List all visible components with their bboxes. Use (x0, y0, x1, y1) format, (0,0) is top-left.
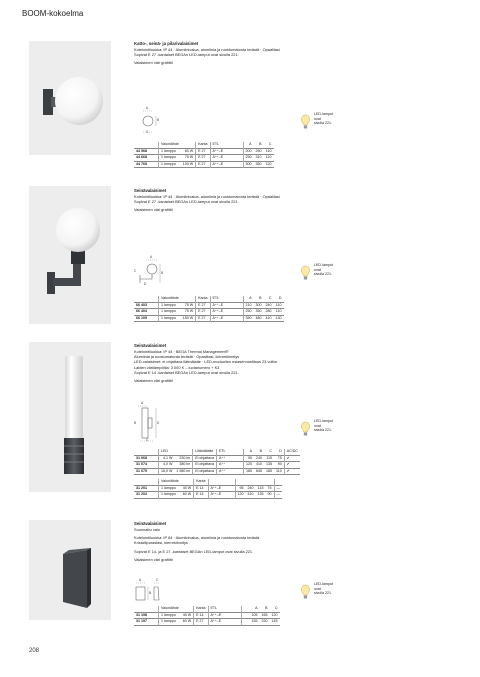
cell: 16,0 W (159, 468, 175, 475)
arm-globe-lamp-image (29, 186, 111, 324)
product-code: 31 074 (136, 462, 147, 467)
cell: 110 (275, 309, 282, 314)
product-photo-directional (29, 520, 111, 620)
led-note-line: ovat (314, 267, 321, 272)
led-lamp-note (301, 262, 361, 284)
cell: 40 W (182, 612, 192, 617)
cell: 1 lamppu (159, 612, 181, 619)
dim-label-a: A (150, 255, 153, 259)
col-header: A (243, 142, 254, 148)
product-code: 31 068 (136, 455, 147, 460)
cell: 115 (266, 455, 272, 460)
dim-label-a: A (141, 401, 144, 405)
description-line: Sopivat E 27 -kantaiset BEGAn LED-lamput ovat sivulla 221. (134, 199, 239, 205)
dimension-drawing (134, 105, 174, 135)
cell: 90 (277, 462, 282, 467)
section-2-text (134, 188, 454, 213)
cell: 120 (235, 492, 246, 499)
dim-label-c: C (146, 130, 149, 134)
led-note-line: ovat (314, 116, 321, 121)
col-header: Kanta (196, 142, 210, 148)
dim-label-d: D (144, 282, 147, 286)
product-code: 66 404 (136, 309, 147, 314)
cell: E 14 (194, 612, 208, 619)
cell: E 14 (194, 485, 208, 492)
cell: 135 (265, 462, 272, 467)
section-title: Seinävalaisimet (134, 521, 167, 526)
col-header: D (279, 449, 282, 453)
cell: E 27 (196, 161, 210, 168)
cell: 145 (271, 619, 278, 624)
cell: 115 (257, 485, 264, 490)
cell: 40 W (182, 485, 192, 490)
section-title: Seinävalaisimet (134, 188, 167, 193)
cell: 110 (265, 155, 272, 160)
cell: 100 W (182, 161, 194, 166)
description-line: Kotelointiluokka: IP 44 · Alumiinivalua, alumiinia ja ruostumatonta terästä · Opaalilasi (134, 47, 280, 52)
table-row (134, 485, 282, 492)
col-header: Valonlähde (159, 296, 181, 302)
dim-label-b: B (157, 118, 160, 122)
led-note-line: sivulla 221. (314, 272, 332, 277)
cell: 120 (243, 462, 254, 469)
table-row (134, 315, 284, 322)
cell: A⁺⁺–E (208, 612, 241, 619)
table-row (134, 468, 300, 475)
cell: 250 (243, 155, 254, 162)
cell: A⁺⁺–E (208, 619, 241, 626)
spec-table-4 (134, 606, 280, 626)
led-note-line: LED-lamput (314, 112, 333, 116)
cell: 1 lamppu (159, 155, 181, 162)
dim-label-d: D (157, 421, 160, 425)
cell: 410 (255, 462, 262, 467)
cell: 645 (255, 468, 262, 473)
description-line: Laiden värilämpötila: 3 000 K – luotanumero + K3 (134, 364, 220, 370)
cell: 220 (261, 619, 268, 624)
cell: 1 lamppu (159, 492, 181, 499)
cell: 185 (265, 468, 272, 473)
table-row (134, 155, 274, 162)
dimension-sketch (134, 257, 174, 287)
cell: 410 (247, 492, 254, 497)
dimension-drawing (134, 579, 174, 609)
description-line: Kotelointiluokka: IP 64 · Alumiinivalua, alumiinia ja ruostumatonta terästä (134, 535, 260, 541)
table-row (134, 309, 284, 316)
cell: 300 (255, 302, 262, 307)
cell: 1 lamppu (159, 302, 181, 309)
section-subtitle: Suunnattu valo (134, 527, 160, 532)
cell: 200 (243, 148, 254, 155)
col-header: Valonlähde (159, 606, 181, 612)
dim-label-a: A (139, 578, 142, 582)
cell: 410 (265, 315, 272, 320)
cell: A⁺⁺–E (210, 302, 243, 309)
section-1-text (134, 41, 454, 66)
dimension-sketch (134, 579, 174, 609)
cell: 165 (261, 612, 268, 617)
description-line: Kotelointiluokka: IP 44 · Alumiinivalua, alumiinia ja ruostumatonta terästä · Opaalilasi (134, 194, 280, 199)
cell: A⁺⁺–E (210, 155, 243, 162)
cell: 105 (241, 612, 260, 619)
cell: 155 (241, 619, 260, 626)
cell: A⁺⁺ (216, 462, 243, 469)
cell: Ei ohjattava (193, 462, 217, 469)
product-code: 66 403 (136, 302, 147, 307)
cell: E 14 (194, 492, 208, 499)
col-header: A (241, 606, 260, 612)
cell: 95 (243, 455, 254, 462)
col-header: ETL (208, 606, 241, 612)
cell: 1 lamppu (159, 315, 181, 322)
cell: 90 (267, 492, 272, 497)
cell: 75 W (184, 309, 194, 314)
cell: 1 980 lm (176, 468, 191, 473)
cell: 4,0 W (159, 462, 175, 469)
dimension-sketch (134, 105, 174, 135)
cell: 75 W (184, 302, 194, 307)
product-code: 31 201 (136, 485, 147, 490)
cell: 240 (255, 455, 262, 460)
cell: 1 lamppu (159, 485, 181, 492)
cell: 1 lamppu (159, 161, 181, 168)
col-header: A (243, 449, 254, 455)
cell: 350 (255, 161, 262, 166)
cell: 280 (265, 309, 272, 314)
col-header: AC/DC (284, 449, 300, 455)
dim-label-c: C (146, 438, 149, 442)
col-header: B (259, 449, 262, 453)
col-header: LED (159, 449, 175, 455)
dim-label-c: C (156, 578, 159, 582)
cell: 380 lm (179, 462, 191, 467)
spec-table-3-led (134, 449, 300, 475)
section-4-text (134, 521, 454, 562)
cell: A⁺⁺–E (210, 309, 243, 316)
table-row (134, 492, 282, 499)
product-code: 44 769 (136, 161, 147, 166)
cell: A⁺⁺–E (210, 315, 243, 322)
cell: 110 (265, 148, 272, 153)
col-header: C (268, 296, 272, 300)
cell: 480 (255, 315, 262, 320)
cell: 240 (265, 302, 272, 307)
spec-table-2 (134, 296, 284, 322)
cell: Ei ohjattava (193, 455, 217, 462)
product-photo-globe-wall (29, 41, 111, 155)
directional-lamp-image (29, 520, 111, 620)
cell: 130 (275, 315, 282, 320)
color-line: Valaisimen väri grafiitti (134, 207, 173, 213)
cell: E 27 (196, 309, 210, 316)
led-lamp-note (301, 418, 361, 440)
globe-lamp-image (29, 41, 111, 155)
table-row (134, 462, 300, 469)
cell: 300 (243, 161, 254, 168)
check-icon: ✔ (284, 462, 300, 469)
cell: 1 lamppu (159, 619, 181, 626)
product-code: 31 198 (136, 612, 147, 617)
cell: Ei ohjattava (193, 468, 217, 475)
description-line: LED-valaisimet: ei ohjattava ilätmälaite · LED-moduulien esiasennustilaus 23 voltta (134, 359, 277, 365)
table-row (134, 612, 280, 619)
col-header: Kanta (196, 296, 210, 302)
product-code: 66 105 (136, 315, 147, 320)
led-note-line: LED-lamput (314, 582, 333, 586)
section-title: Seinävalaisimet (134, 343, 167, 348)
col-header: Valonlähde (159, 479, 181, 485)
description-line: Kristallipuraslasi, kierrekiinnitys (134, 540, 188, 546)
bulb-icon (301, 421, 310, 437)
cell: A⁺⁺ (216, 468, 243, 475)
dim-label-c: C (134, 269, 137, 273)
page-title: BOOM-kokoelma (22, 9, 84, 18)
dim-label-a: A (146, 106, 149, 110)
cell: A⁺⁺–E (210, 161, 243, 168)
color-line: Valaisimen väri grafiitti (134, 556, 173, 562)
led-note-line: LED-lamput (314, 419, 333, 423)
cell: 75 W (184, 155, 194, 160)
color-line: Valaisimen väri grafiitti (134, 60, 173, 66)
led-note-line: sivulla 221. (314, 121, 332, 126)
bulb-icon (301, 114, 310, 130)
spec-table-1 (134, 142, 274, 168)
cell: A⁺⁺–E (208, 492, 235, 499)
led-lamp-note (301, 581, 361, 603)
check-icon: ✔ (284, 455, 300, 462)
col-header: Kanta (194, 606, 208, 612)
col-header: C (269, 449, 272, 453)
col-header: C (268, 142, 272, 146)
cell: — (274, 485, 282, 492)
col-header: Kanta (194, 479, 208, 485)
cell: 4,1 W (159, 455, 175, 462)
cell: 75 (267, 485, 272, 490)
cell: 110 (275, 468, 282, 473)
col-header: D (278, 296, 282, 300)
cell: A⁺⁺–E (210, 148, 243, 155)
col-header: B (259, 142, 262, 146)
table-row (134, 302, 284, 309)
cell: 350 (255, 309, 262, 314)
cell: 60 W (182, 492, 192, 497)
cell: 350 (243, 315, 254, 322)
product-code: 44 568 (136, 148, 147, 153)
dimension-sketch (134, 402, 174, 444)
dimension-drawing (134, 402, 174, 444)
cell: 110 (275, 302, 282, 307)
description-line: Kotelointiluokka: IP 44 · BEGA Thermal Management® (134, 349, 229, 354)
col-header: B (259, 296, 262, 300)
cell: 1 lamppu (159, 309, 181, 316)
page-number: 208 (29, 648, 40, 654)
description-line: Sopivat E 27 -kantaiset BEGAn LED-lamput ovat sivulla 221. (134, 52, 239, 58)
dimension-drawing (134, 257, 174, 287)
table-row (134, 161, 274, 168)
cell: 75 (277, 455, 282, 460)
cell: 250 (255, 148, 262, 153)
cell: A⁺⁺–E (208, 485, 235, 492)
table-row (134, 148, 274, 155)
section-title: Katto-, seinä- ja pilarivalaisimet (134, 41, 199, 46)
cell: 95 (235, 485, 246, 492)
cell: 230 lm (179, 455, 191, 460)
cell: — (274, 492, 282, 499)
product-code: 31 075 (136, 468, 147, 473)
product-code: 31 197 (136, 619, 147, 624)
col-header: A (243, 296, 254, 302)
led-note-line: ovat (314, 586, 321, 591)
product-code: 31 203 (136, 492, 147, 497)
cell: A⁺⁺ (216, 455, 243, 462)
cell: 60 W (184, 148, 194, 153)
col-header: ETL (210, 142, 243, 148)
cell: E 27 (196, 155, 210, 162)
cell: 150 W (182, 315, 194, 320)
section-3-text (134, 343, 454, 383)
led-note-line: LED-lamput (314, 263, 333, 267)
color-line: Valaisimen väri grafiitti (134, 378, 173, 384)
col-header: Valonlähde (159, 142, 181, 148)
description-line: Sopivat E 14- ja E 27 -kantaiset BEGAn LED-lamput ovat sivulla 221. (134, 548, 254, 554)
cell: E 27 (196, 315, 210, 322)
table-row (134, 455, 300, 462)
led-note-line: ovat (314, 423, 321, 428)
cell: 60 W (182, 619, 192, 624)
col-header: ETL (210, 296, 243, 302)
cell: 310 (255, 155, 262, 160)
product-photo-globe-arm (29, 186, 111, 324)
led-lamp-note (301, 111, 361, 133)
col-header: C (274, 606, 278, 610)
cell: 120 (265, 161, 272, 166)
cell: 250 (243, 309, 254, 316)
dim-label-b: B (149, 591, 152, 595)
cell: 240 (247, 485, 254, 490)
col-header: ETL (216, 449, 243, 455)
dim-label-b: B (161, 271, 164, 275)
cell: E 27 (196, 302, 210, 309)
led-note-line: sivulla 221. (314, 428, 332, 433)
product-photo-cylinder (29, 342, 111, 492)
check-icon: ✔ (284, 468, 300, 475)
description-line: Sopivat E 14 -kantaiset BEGAn LED-lamput ovat sivulla 221. (134, 369, 239, 375)
spec-table-3-lamp (134, 479, 282, 499)
product-code: 44 668 (136, 155, 147, 160)
dim-label-b: B (134, 421, 137, 425)
cell: 1 lamppu (159, 148, 181, 155)
cell: E 27 (196, 148, 210, 155)
description-line: Alumiinia ja ruostumatonta terästä · Opaalilasi, kierrekiinnitys (134, 354, 240, 360)
bulb-icon (301, 265, 310, 281)
cylinder-lamp-image (29, 342, 111, 492)
cell: 180 (243, 468, 254, 475)
cell: 210 (243, 302, 254, 309)
cell: E 27 (194, 619, 208, 626)
col-header: B (265, 606, 268, 610)
cell: 120 (271, 612, 278, 617)
bulb-icon (301, 584, 310, 600)
led-note-line: sivulla 221. (314, 591, 332, 596)
table-row (134, 619, 280, 626)
cell: 135 (257, 492, 264, 497)
col-header: Liitäntälaite (193, 449, 217, 455)
